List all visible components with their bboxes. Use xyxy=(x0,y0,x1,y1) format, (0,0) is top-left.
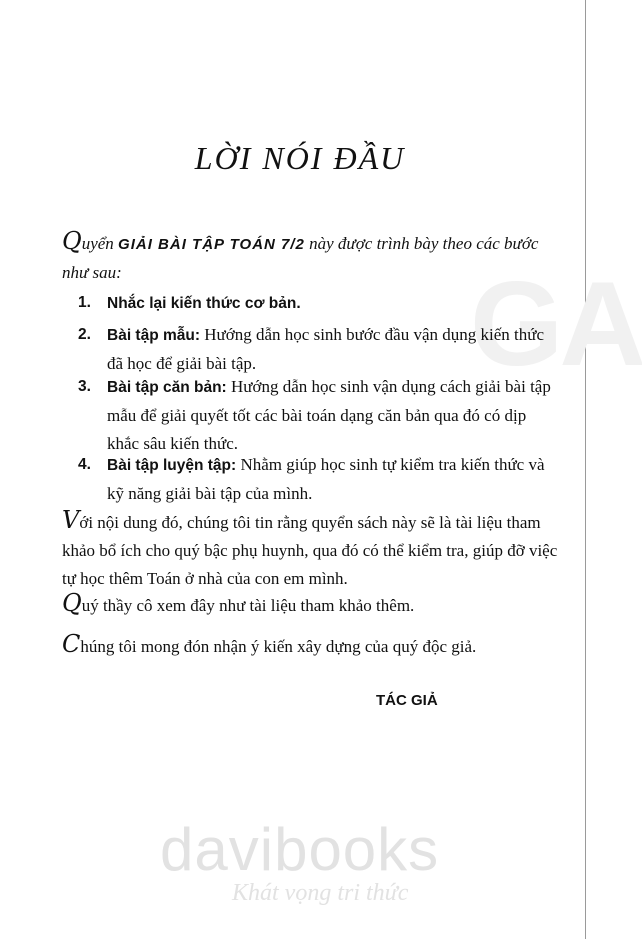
paragraph-text: ới nội dung đó, chúng tôi tin rằng quyển sách này sẽ là tài liệu tham khảo bổ ích cho quý bậc phụ huynh, qua đó có thể kiểm tra, giúp đỡ việc tự học thêm Toán ở nhà của con em mình. xyxy=(62,513,558,588)
item-heading: Bài tập luyện tập: xyxy=(107,457,237,474)
watermark-logo: davibooks xyxy=(160,816,440,883)
item-number: 2. xyxy=(78,326,91,343)
list-item-4 xyxy=(78,451,562,508)
paragraph-text: húng tôi mong đón nhận ý kiến xây dựng của quý độc giả. xyxy=(80,637,477,656)
drop-cap: V xyxy=(62,506,80,534)
drop-cap: Q xyxy=(62,227,82,255)
author-signature: TÁC GIẢ xyxy=(376,692,438,709)
body-paragraph-2 xyxy=(62,589,560,620)
item-number: 4. xyxy=(78,456,91,473)
item-heading: Bài tập mẫu: xyxy=(107,327,201,344)
intro-rest: này được trình bày theo các bước như sau: xyxy=(62,234,539,282)
list-item-3 xyxy=(78,373,562,458)
paragraph-text: uý thầy cô xem đây như tài liệu tham khảo thêm. xyxy=(81,596,415,615)
body-paragraph-3 xyxy=(62,630,560,661)
item-text: Hướng dẫn học sinh bước đầu vận dụng kiến thức đã học để giải bài tập. xyxy=(107,325,545,373)
list-item-2 xyxy=(78,321,562,378)
drop-cap: Q xyxy=(62,589,82,617)
item-number: 3. xyxy=(78,378,91,395)
item-text: Hướng dẫn học sinh vận dụng cách giải bài tập mẫu để giải quyết tốt các bài toán dạng căn bản qua đó có dịp khắc sâu kiến thức. xyxy=(107,377,551,453)
item-heading: Bài tập căn bản: xyxy=(107,379,227,396)
faint-show-through: GA xyxy=(470,257,642,391)
intro-lead: uyển xyxy=(81,234,114,253)
watermark-tagline: Khát vọng tri thức xyxy=(232,880,409,906)
list-item-1 xyxy=(78,289,562,318)
page-title: LỜI NÓI ĐẦU xyxy=(194,140,406,176)
item-heading: Nhắc lại kiến thức cơ bản. xyxy=(107,295,301,312)
book-name: GIẢI BÀI TẬP TOÁN 7/2 xyxy=(118,236,305,253)
intro-paragraph xyxy=(62,227,560,287)
item-text: Nhằm giúp học sinh tự kiểm tra kiến thức và kỹ năng giải bài tập của mình. xyxy=(107,455,545,503)
drop-cap: C xyxy=(62,630,81,658)
item-number: 1. xyxy=(78,294,91,311)
body-paragraph-1 xyxy=(62,506,560,593)
